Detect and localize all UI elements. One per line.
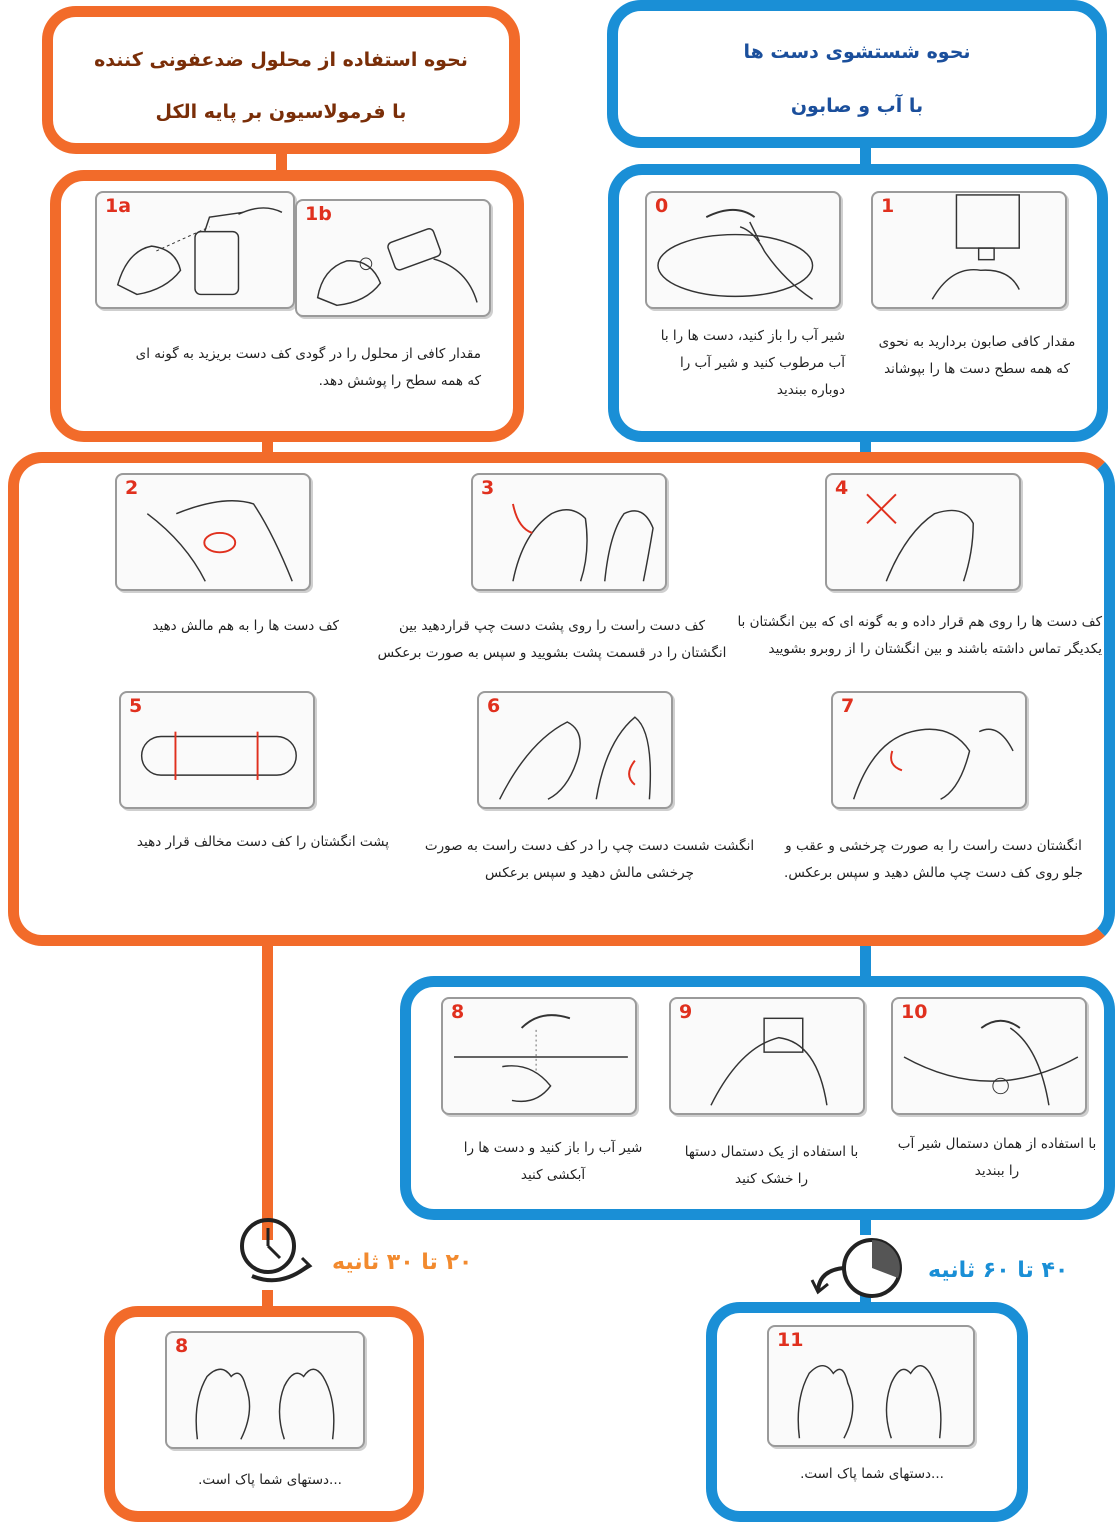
step-11-card [767,1325,975,1447]
step-number: 2 [125,477,139,499]
step-5-caption: پشت انگشتان را کف دست مخالف قرار دهید [136,834,389,850]
fingertips-palm-illustration [833,693,1025,807]
alcohol-result-panel [104,1306,424,1522]
step-5-card [119,691,315,809]
water-rinse-dry-panel [400,976,1115,1220]
step-3-caption: کف دست راست را روی پشت دست چپ قراردهید بین انگشتان را در قسمت پشت بشویید و سپس به صورت برعکس [377,618,727,661]
clean-hands-illustration [167,1333,363,1447]
alcohol-step1-caption: مقدار کافی از محلول را در گودی کف دست بریزید به گونه ای که همه سطح را پوشش دهد. [135,346,481,389]
alcohol-step1-panel [50,170,524,442]
step-10-card [891,997,1087,1115]
step-number: 1a [105,195,132,217]
step-number: 5 [129,695,143,717]
orange-connector-long [262,940,273,1240]
back-of-hand-illustration [473,475,665,589]
alcohol-clock-arrow-icon [230,1206,320,1290]
alcohol-header-line2: با فرمولاسیون بر پایه الکل [155,101,407,123]
water-result-caption: ...دستهای شما پاک است. [800,1466,944,1482]
water-method-header [607,0,1107,148]
palm-to-palm-illustration [117,475,309,589]
sink-tap-illustration [647,193,839,307]
shared-steps-panel [8,452,1115,946]
soap-dispenser-illustration [873,193,1065,307]
step-2-card [115,473,311,591]
step-8-water-card [441,997,637,1115]
step-6-card [477,691,673,809]
step-number: 0 [655,195,669,217]
alcohol-method-header [42,6,520,154]
step-0-card [645,191,841,309]
step-7-caption: انگشتان دست راست را به صورت چرخشی و عقب و جلو روی کف دست چپ مالش دهید و سپس برعکس. [784,838,1083,881]
step-number: 11 [777,1329,804,1351]
step-number: 3 [481,477,495,499]
water-step1-caption: مقدار کافی صابون بردارید به نحوی که همه سطح دست ها را بپوشاند [878,334,1076,377]
step-3-card [471,473,667,591]
step-number: 9 [679,1001,693,1023]
step-7-card [831,691,1027,809]
interlaced-fingers-illustration [827,475,1019,589]
towel-dry-illustration [671,999,863,1113]
water-step0-1-panel [608,164,1108,442]
step-9-card [669,997,865,1115]
water-result-panel [706,1302,1028,1522]
step-4-caption: کف دست ها را روی هم قرار داده و به گونه ای که بین انگشتان با یکدیگر تماس داشته باشند و بین انگشتان را از روبرو بشویید [737,614,1102,657]
step-number: 8 [451,1001,465,1023]
step-4-card [825,473,1021,591]
blue-connector-lower [860,940,871,980]
step-9-caption: با استفاده از یک دستمال دستها را خشک کنید [684,1144,859,1187]
step-number: 1 [881,195,895,217]
step-number: 4 [835,477,849,499]
step-8-alcohol-card [165,1331,365,1449]
step-number: 6 [487,695,501,717]
step-1a-card [95,191,295,309]
step-8-water-caption: شیر آب را باز کنید و دست ها را آبکشی کنید [463,1140,643,1183]
fingers-interlocked-illustration [121,693,313,807]
alcohol-result-caption: ...دستهای شما پاک است. [198,1472,342,1488]
step-1-card [871,191,1067,309]
alcohol-duration-label: ۲۰ تا ۳۰ ثانیه [332,1250,473,1275]
step-2-caption: کف دست ها را به هم مالش دهید [152,618,339,634]
step-6-caption: انگشت شست دست چپ را در کف دست راست به صورت چرخشی مالش دهید و سپس برعکس [424,838,755,881]
alcohol-header-line1: نحوه استفاده از محلول ضدعفونی کننده [94,49,468,71]
step-number: 8 [175,1335,189,1357]
water-header-line2: با آب و صابون [790,95,924,117]
water-duration-label: ۴۰ تا ۶۰ ثانیه [928,1258,1069,1283]
rinse-tap-illustration [443,999,635,1113]
step-number: 10 [901,1001,928,1023]
step-10-caption: با استفاده از همان دستمال شیر آب را ببندید [897,1136,1097,1179]
step-1b-card [295,199,491,317]
water-step0-caption: شیر آب را باز کنید، دست ها را با آب مرطوب کنید و شیر آب را دوباره ببندید [660,328,845,398]
thumb-rotation-illustration [479,693,671,807]
step-number: 1b [305,203,332,225]
water-clock-arrow-icon [810,1230,920,1310]
water-header-line1: نحوه شستشوی دست ها [743,41,971,63]
step-number: 7 [841,695,855,717]
